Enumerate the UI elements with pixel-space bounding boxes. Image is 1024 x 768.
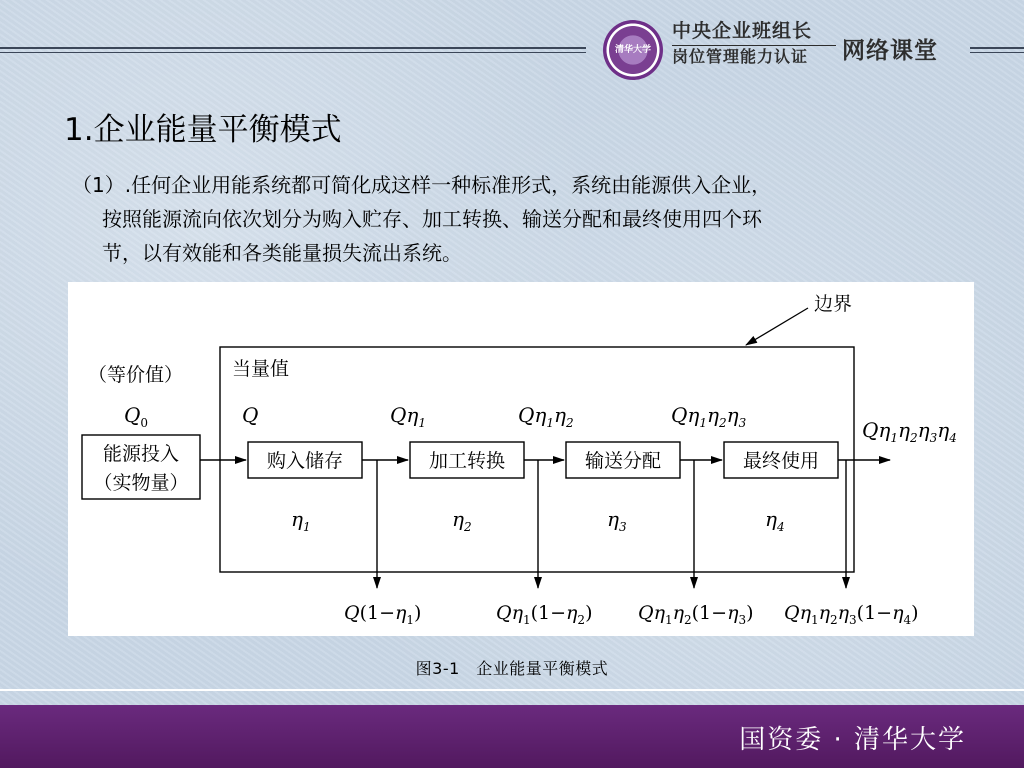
footer-text: 国资委 · 清华大学 [739, 725, 966, 755]
paragraph-line-1: （1）.任何企业用能系统都可简化成这样一种标准形式，系统由能源供入企业， [72, 173, 772, 197]
flow-label-3-main: Qη [518, 403, 547, 427]
flow-label-2-main: Qη [390, 403, 419, 427]
flow-label-5-sub3: 3 [929, 431, 938, 445]
flow-label-1 [242, 403, 258, 427]
flow-label-5-sub2: 2 [910, 431, 918, 445]
flow-label-2 [390, 403, 426, 430]
efficiency-2-sub: 2 [463, 520, 472, 534]
loss-label-2: $Q\eta_1(1-\eta_2)$ [496, 602, 593, 627]
efficiency-4-sub: 4 [776, 520, 785, 534]
flow-label-4-sub2: 2 [719, 416, 727, 430]
flow-label-1-main: Q [242, 403, 259, 427]
paragraph-line-2: 按照能源流向依次划分为购入贮存、加工转换、输送分配和最终使用四个环 [102, 207, 762, 231]
flow-label-5-main: Qη [862, 418, 891, 442]
current-value-label: 当量值 [232, 358, 290, 380]
page-title: 1.企业能量平衡模式 [64, 112, 342, 148]
paragraph-line-3: 节，以有效能和各类能量损失流出系统。 [102, 241, 462, 265]
boundary-label: 边界 [814, 293, 853, 315]
input-flow-subscript: 0 [140, 416, 149, 430]
flow-label-2-sub1: 1 [418, 416, 427, 430]
input-box-line1: 能源投入 [102, 443, 180, 465]
flow-label-3: $Q\eta_1\eta_2$ [518, 403, 574, 430]
program-tag: 网络课堂 [842, 38, 938, 64]
program-title-line2: 岗位管理能力认证 [672, 47, 809, 66]
university-seal-logo [603, 20, 663, 80]
flow-label-5-sub4: 4 [949, 431, 957, 445]
header-rule-left [0, 47, 586, 53]
flow-label-4-sub1: 1 [699, 416, 708, 430]
header-rule-right [970, 47, 1024, 53]
program-title-line1: 中央企业班组长 [672, 20, 813, 42]
description-paragraph [72, 168, 972, 270]
efficiency-3: $\eta_3$ [607, 507, 627, 534]
flow-label-3-sub1: 1 [546, 416, 555, 430]
figure-caption: 图3-1 企业能量平衡模式 [415, 659, 609, 678]
input-box-line2: （实物量） [93, 472, 189, 494]
efficiency-1: $\eta_1$ [291, 507, 311, 534]
efficiency-2: $\eta_2$ [452, 507, 472, 534]
equivalent-value-label: （等价值） [88, 364, 184, 386]
program-title [672, 18, 838, 68]
loss-label-3: $Q\eta_1\eta_2(1-\eta_3)$ [638, 602, 754, 627]
flow-label-4: $Q\eta_1\eta_2\eta_3$ [671, 403, 747, 430]
loss-label-4: $Q\eta_1\eta_2\eta_3(1-\eta_4)$ [784, 602, 919, 627]
boundary-pointer [746, 308, 808, 345]
efficiency-4: $\eta_4$ [765, 507, 785, 534]
efficiency-3-sub: 3 [618, 520, 627, 534]
flow-label-3-sub2: 2 [566, 416, 574, 430]
energy-balance-diagram [68, 282, 974, 636]
input-flow-symbol: Q [124, 403, 141, 427]
logo-text: 清华大学 [614, 45, 651, 55]
footer-band [0, 705, 1024, 768]
program-title-divider [672, 45, 836, 46]
input-flow-label [124, 403, 148, 430]
footer-divider [0, 689, 1024, 691]
diagram-svg [68, 282, 974, 636]
flow-label-4-sub3: 3 [738, 416, 747, 430]
stage-label-purchase: 购入储存 [266, 450, 344, 472]
stage-label-distribution: 输送分配 [584, 450, 662, 472]
efficiency-1-sub: 1 [302, 520, 311, 534]
flow-label-5: $Q\eta_1\eta_2\eta_3\eta_4$ [862, 418, 957, 445]
stage-label-conversion: 加工转换 [428, 450, 506, 472]
flow-label-5-sub1: 1 [890, 431, 899, 445]
flow-label-4-main: Qη [671, 403, 700, 427]
loss-label-1: $Q(1-\eta_1)$ [344, 602, 422, 627]
stage-label-enduse: 最终使用 [742, 450, 820, 472]
